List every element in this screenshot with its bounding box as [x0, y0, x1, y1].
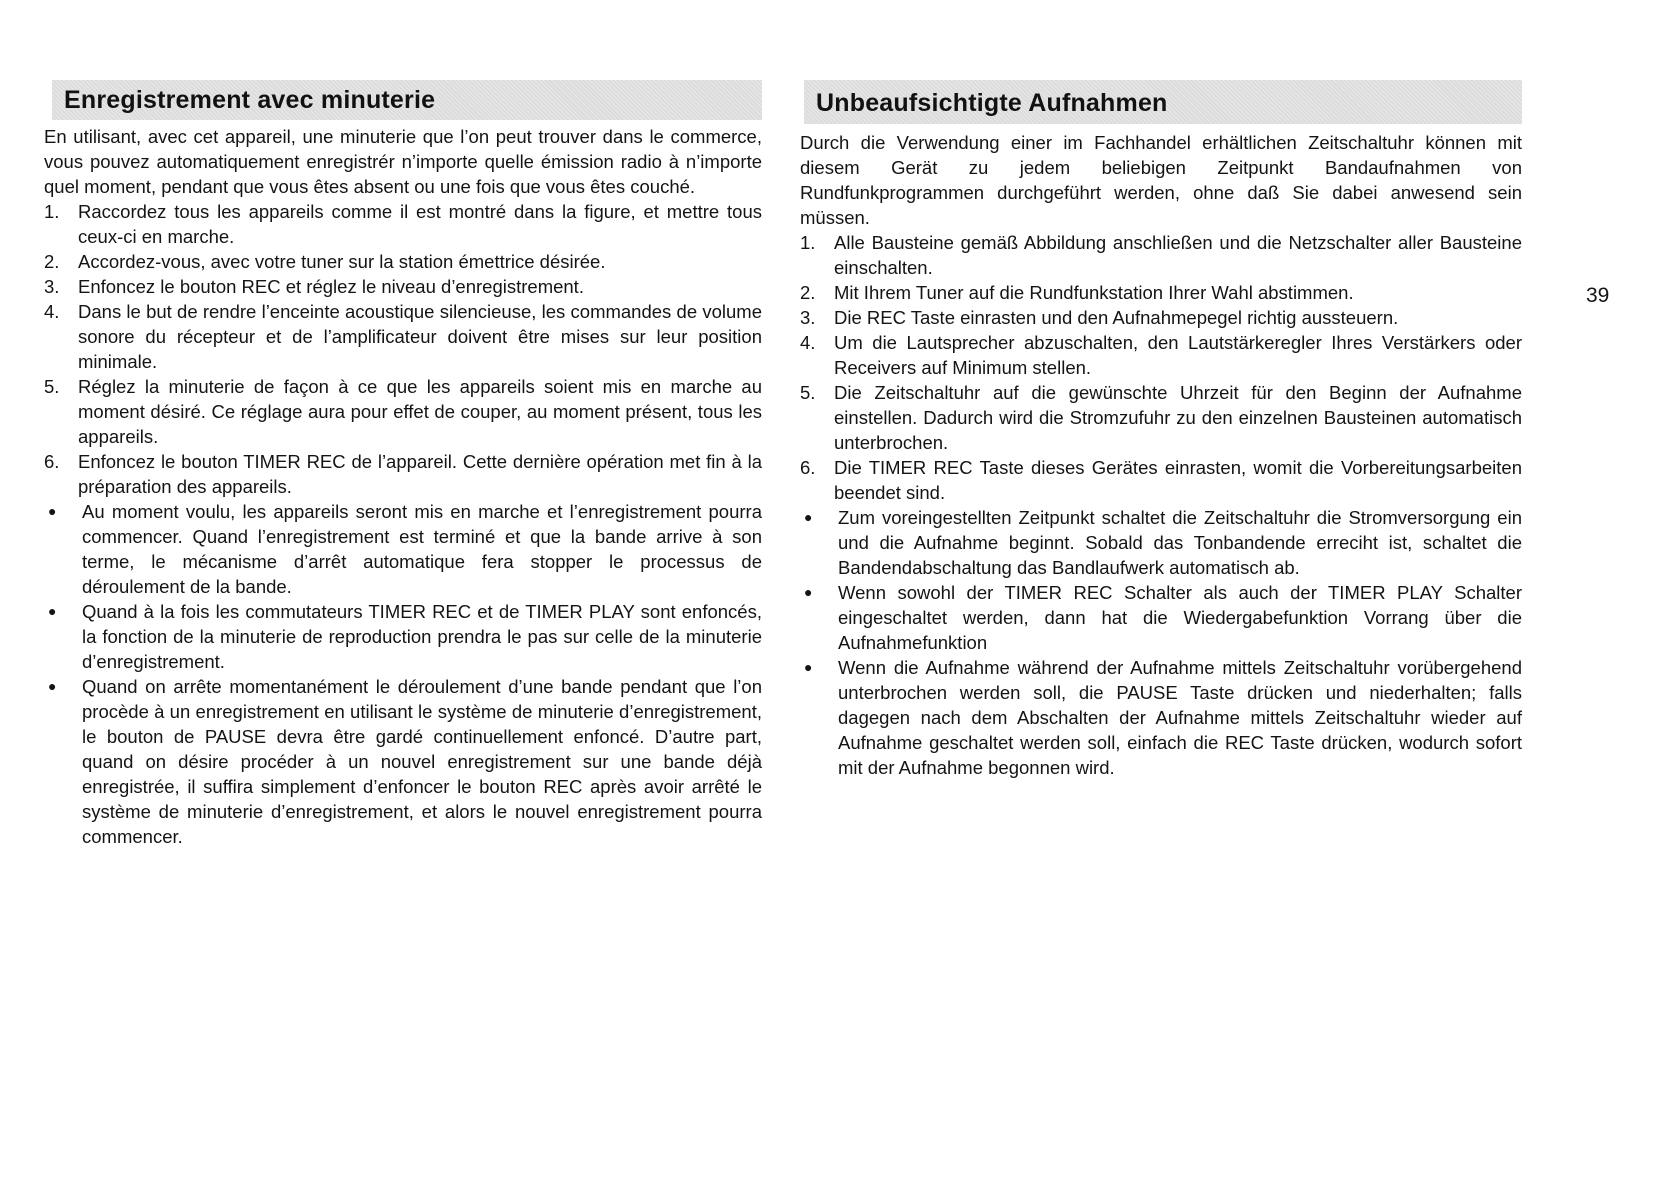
list-item — [800, 330, 1522, 380]
list-item — [44, 599, 762, 674]
list-marker: 3. — [44, 276, 60, 297]
list-item — [800, 305, 1522, 330]
list-item — [44, 299, 762, 374]
list-item — [44, 374, 762, 449]
list-item — [44, 199, 762, 249]
list-item — [800, 655, 1522, 780]
list-item — [800, 230, 1522, 280]
list-item — [800, 280, 1522, 305]
bullet-icon: ● — [48, 678, 57, 694]
list-item-text: Mit Ihrem Tuner auf die Rundfunkstation Ihrer Wahl abstimmen. — [834, 282, 1354, 303]
bullet-icon: ● — [48, 503, 57, 519]
list-item-text: Réglez la minuterie de façon à ce que les appareils soient mis en marche au moment désiré. Ce réglage aura pour effet de couper, au moment présent, tous les appareils. — [78, 376, 762, 447]
list-item-text: Quand à la fois les commutateurs TIMER REC et de TIMER PLAY sont enfoncés, la fonction de la minuterie de reproduction prendra le pas sur celle de la minuterie d’enregistrement. — [82, 601, 762, 672]
french-instruction-list — [44, 199, 762, 849]
list-item-text: Au moment voulu, les appareils seront mis en marche et l’enregistrement pourra commencer. Quand l’enregistrement est terminé et que la bande arrive à son terme, le mécanisme d’arrêt automatique fera stopper le processus de déroulement de la bande. — [82, 501, 762, 597]
list-item-text: Enfoncez le bouton REC et réglez le niveau d’enregistrement. — [78, 276, 584, 297]
list-item-text: Wenn die Aufnahme während der Aufnahme mittels Zeitschaltuhr vorübergehend unterbrochen werden soll, die PAUSE Taste drücken und niederhalten; falls dagegen nach dem Abschalten der Aufnahme mittels Zeitschaltuhr wieder auf Aufnahme geschaltet werden soll, einfach die REC Taste drücken, wodurch sofort mit der Aufnahme begonnen wird. — [838, 657, 1522, 778]
list-marker: 4. — [44, 301, 60, 322]
list-item-text: Um die Lautsprecher abzuschalten, den Lautstärkeregler Ihres Verstärkers oder Receivers auf Minimum stellen. — [834, 332, 1522, 378]
list-item-text: Die Zeitschaltuhr auf die gewünschte Uhrzeit für den Beginn der Aufnahme einstellen. Dadurch wird die Stromzufuhr zu den einzelnen Bausteinen automatisch unterbrochen. — [834, 382, 1522, 453]
list-item-text: Wenn sowohl der TIMER REC Schalter als auch der TIMER PLAY Schalter eingeschaltet werden, dann hat die Wiedergabefunktion Vorrang über die Aufnahmefunktion — [838, 582, 1522, 653]
list-item — [800, 505, 1522, 580]
list-item-text: Raccordez tous les appareils comme il est montré dans la figure, et mettre tous ceux-ci en marche. — [78, 201, 762, 247]
french-column — [44, 80, 762, 849]
bullet-icon: ● — [804, 659, 813, 675]
bullet-icon: ● — [804, 584, 813, 600]
list-item-text: Die REC Taste einrasten und den Aufnahmepegel richtig aussteuern. — [834, 307, 1399, 328]
german-column — [800, 80, 1522, 780]
list-marker: 6. — [44, 451, 60, 472]
list-item — [44, 499, 762, 599]
list-item — [800, 455, 1522, 505]
list-item-text: Accordez-vous, avec votre tuner sur la station émettrice désirée. — [78, 251, 606, 272]
list-item-text: Alle Bausteine gemäß Abbildung anschließen und die Netzschalter aller Bausteine einschalten. — [834, 232, 1522, 278]
list-marker: 5. — [44, 376, 60, 397]
list-item — [44, 249, 762, 274]
list-marker: 2. — [800, 282, 816, 303]
bullet-icon: ● — [48, 603, 57, 619]
list-item — [800, 580, 1522, 655]
list-marker: 1. — [800, 232, 816, 253]
list-marker: 1. — [44, 201, 60, 222]
list-item — [44, 674, 762, 849]
list-marker: 4. — [800, 332, 816, 353]
german-intro-paragraph: Durch die Verwendung einer im Fachhandel erhältlichen Zeitschaltuhr können mit diesem Gerät zu jedem beliebigen Zeitpunkt Bandaufnahmen von Rundfunkprogrammen durchgeführt werden, ohne daß Sie dabei anwesend sein müssen. — [800, 132, 1522, 228]
list-marker: 6. — [800, 457, 816, 478]
list-item-text: Zum voreingestellten Zeitpunkt schaltet die Zeitschaltuhr die Stromversorgung ein und die Aufnahme beginnt. Sobald das Tonbandende erreciht ist, schaltet die Bandendabschaltung das Bandlaufwerk automatisch ab. — [838, 507, 1522, 578]
list-marker: 5. — [800, 382, 816, 403]
list-marker: 2. — [44, 251, 60, 272]
list-item-text: Dans le but de rendre l’enceinte acoustique silencieuse, les commandes de volume sonore du récepteur et de l’amplificateur doivent être mises sur leur position minimale. — [78, 301, 762, 372]
list-marker: 3. — [800, 307, 816, 328]
list-item-text: Quand on arrête momentanément le déroulement d’une bande pendant que l’on procède à un enregistrement en utilisant le système de minuterie d’enregistrement, le bouton de PAUSE devra être gardé continuellement enfoncé. D’autre part, quand on désire procéder à un nouvel enregistrement sur une bande déjà enregistrée, il suffira simplement d’enfoncer le bouton REC après avoir arrêté le système de minuterie d’enregistrement, et alors le nouvel enregistrement pourra commencer. — [82, 676, 762, 847]
list-item-text: Enfoncez le bouton TIMER REC de l’appareil. Cette dernière opération met fin à la préparation des appareils. — [78, 451, 762, 497]
list-item — [800, 380, 1522, 455]
list-item — [44, 449, 762, 499]
list-item-text: Die TIMER REC Taste dieses Gerätes einrasten, womit die Vorbereitungsarbeiten beendet sind. — [834, 457, 1522, 503]
french-intro-paragraph: En utilisant, avec cet appareil, une minuterie que l’on peut trouver dans le commerce, vous pouvez automatiquement enregistrér n’importe quelle émission radio à n’importe quel moment, pendant que vous êtes absent ou une fois que vous êtes couché. — [44, 126, 762, 197]
page-number: 39 — [1586, 284, 1610, 307]
list-item — [44, 274, 762, 299]
german-instruction-list — [800, 230, 1522, 780]
french-section-title: Enregistrement avec minuterie — [52, 80, 762, 120]
bullet-icon: ● — [804, 509, 813, 525]
german-section-title: Unbeaufsichtigte Aufnahmen — [804, 80, 1522, 124]
